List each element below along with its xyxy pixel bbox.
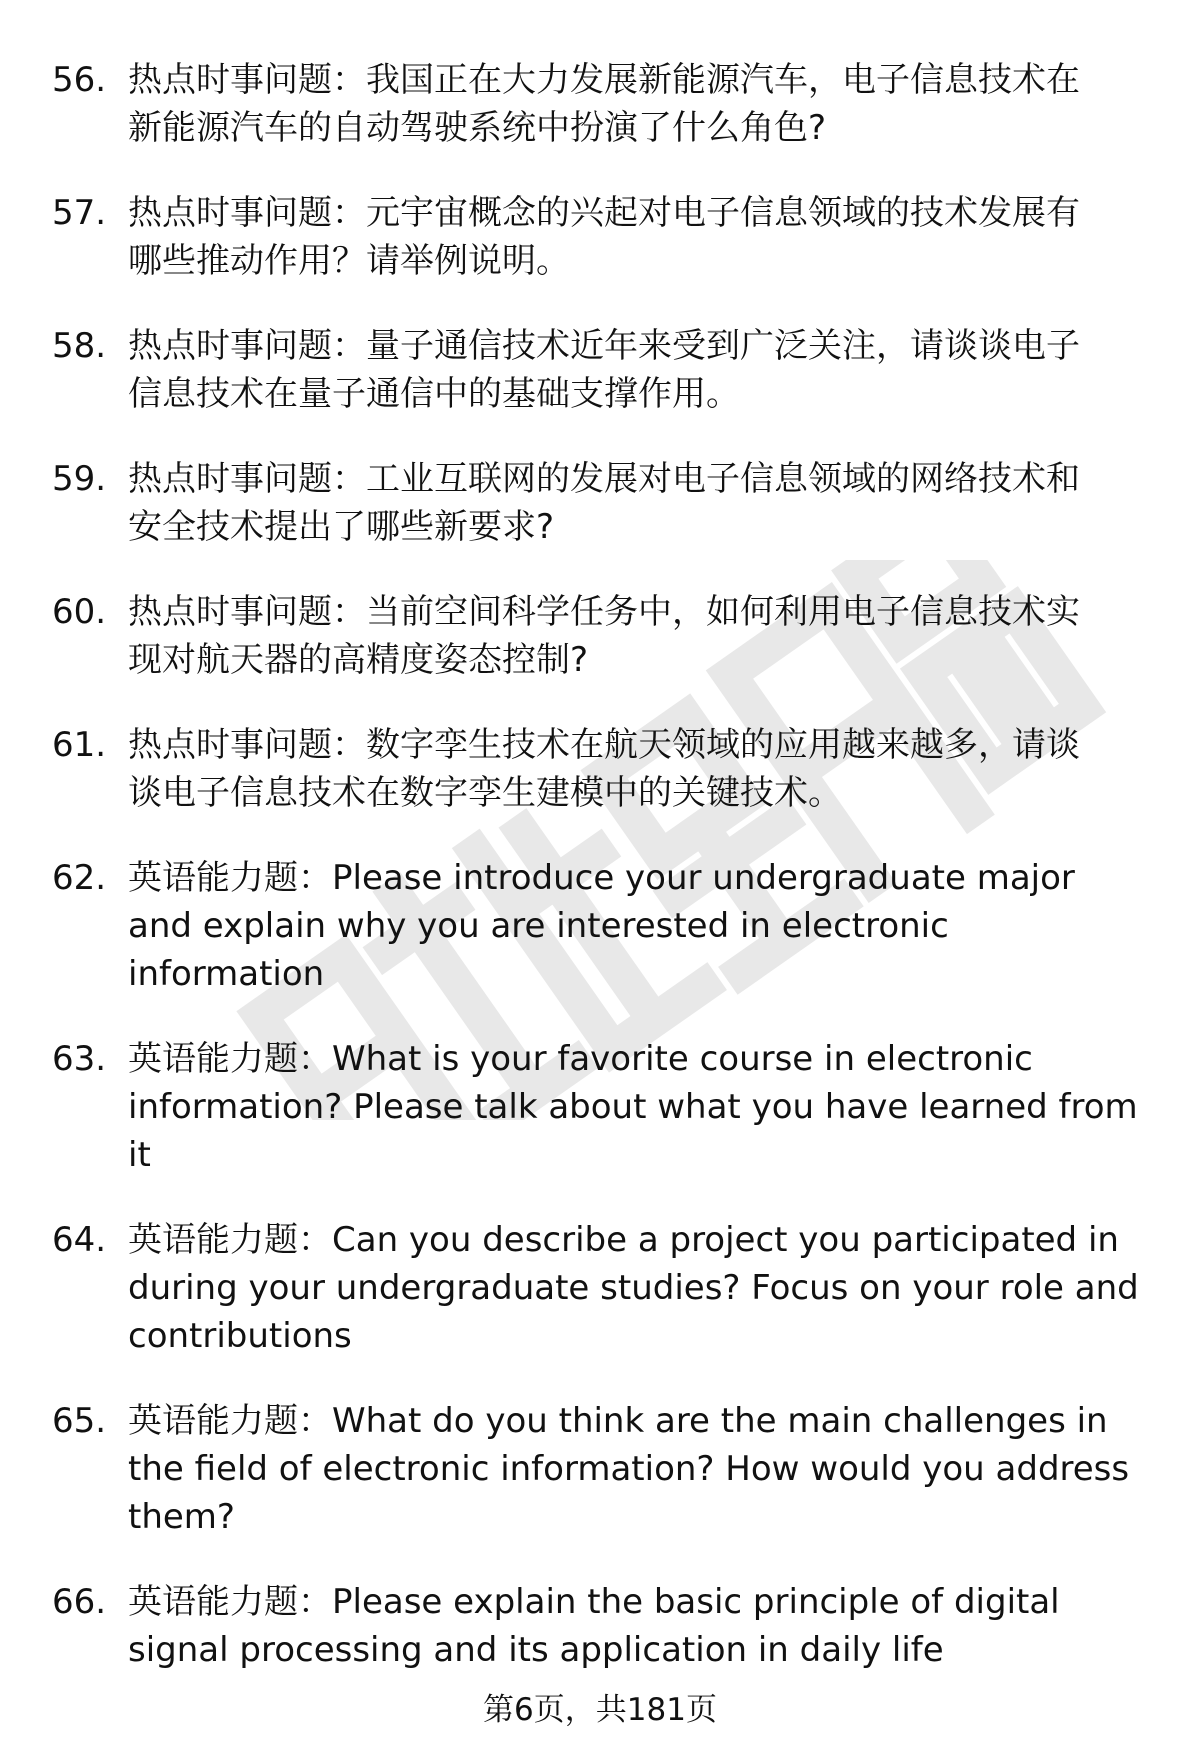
question-text-line: them? [128,1497,235,1537]
question-item [0,1035,1200,1179]
question-item [0,322,1200,418]
question-text-line: 新能源汽车的自动驾驶系统中扮演了什么角色? [128,108,827,148]
question-text [128,322,1164,418]
question-text [128,1397,1164,1541]
question-text-line: 热点时事问题：量子通信技术近年来受到广泛关注，请谈谈电子 [128,326,1080,366]
question-text [128,721,1164,817]
question-text-line: 热点时事问题：元宇宙概念的兴起对电子信息领域的技术发展有 [128,193,1080,233]
question-text [128,854,1164,998]
question-item [0,455,1200,551]
question-text-line: 英语能力题：Can you describe a project you participated in [128,1220,1119,1260]
question-text-line: information? Please talk about what you have learned from [128,1087,1138,1127]
question-text-line: 英语能力题：What do you think are the main challenges in [128,1401,1108,1441]
question-number: 59. [52,459,107,499]
question-number: 61. [52,725,107,765]
question-item [0,588,1200,684]
question-text-line: 谈电子信息技术在数字孪生建模中的关键技术。 [128,773,842,813]
question-text [128,1035,1164,1179]
question-text-line: 热点时事问题：数字孪生技术在航天领域的应用越来越多，请谈 [128,725,1080,765]
question-item [0,1216,1200,1360]
question-text-line: 热点时事问题：当前空间科学任务中，如何利用电子信息技术实 [128,592,1080,632]
question-text [128,588,1164,684]
question-text-line: 英语能力题：Please introduce your undergraduate major [128,858,1075,898]
question-item [0,1578,1200,1674]
question-text-line: 信息技术在量子通信中的基础支撑作用。 [128,374,740,414]
question-text-line: and explain why you are interested in electronic [128,906,949,946]
question-number: 63. [52,1039,107,1079]
question-text [128,455,1164,551]
question-number: 65. [52,1401,107,1441]
question-number: 58. [52,326,107,366]
question-text [128,1216,1164,1360]
question-item [0,189,1200,285]
question-number: 57. [52,193,107,233]
question-number: 56. [52,60,107,100]
question-number: 64. [52,1220,107,1260]
question-number: 60. [52,592,107,632]
question-text-line: the field of electronic information? How would you address [128,1449,1130,1489]
page-number-label: 第6页，共181页 [483,1692,717,1728]
question-text-line: 热点时事问题：工业互联网的发展对电子信息领域的网络技术和 [128,459,1080,499]
question-text-line: during your undergraduate studies? Focus on your role and [128,1268,1139,1308]
question-text [128,56,1164,152]
question-text-line: 现对航天器的高精度姿态控制? [128,640,589,680]
question-text [128,189,1164,285]
page-footer [0,1690,1200,1730]
question-text-line: 英语能力题：Please explain the basic principle of digital [128,1582,1060,1622]
question-item [0,1397,1200,1541]
question-item [0,56,1200,152]
question-number: 62. [52,858,107,898]
question-text-line: 哪些推动作用？请举例说明。 [128,241,570,281]
question-text-line: 热点时事问题：我国正在大力发展新能源汽车，电子信息技术在 [128,60,1080,100]
question-text-line: contributions [128,1316,352,1356]
question-text [128,1578,1164,1674]
question-text-line: signal processing and its application in daily life [128,1630,944,1670]
question-item [0,854,1200,998]
question-text-line: 英语能力题：What is your favorite course in electronic [128,1039,1033,1079]
question-text-line: 安全技术提出了哪些新要求? [128,507,555,547]
question-text-line: information [128,954,325,994]
question-number: 66. [52,1582,107,1622]
question-item [0,721,1200,817]
question-list [0,56,1200,1711]
question-text-line: it [128,1135,151,1175]
